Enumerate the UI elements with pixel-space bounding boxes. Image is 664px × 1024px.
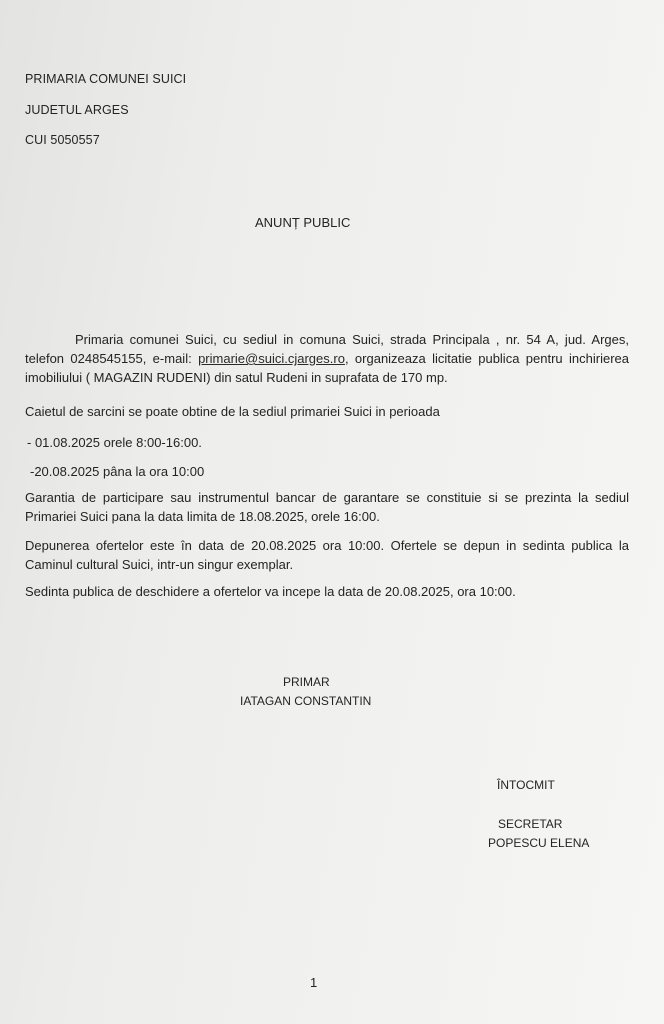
- header-institution: PRIMARIA COMUNEI SUICI: [25, 72, 187, 86]
- page-number: 1: [310, 975, 318, 990]
- paragraph-specifications: Caietul de sarcini se poate obtine de la sediul primariei Suici in perioada: [25, 404, 440, 419]
- prepared-by-label: ÎNTOCMIT: [497, 778, 555, 792]
- email-link[interactable]: primarie@suici.cjarges.ro: [198, 351, 345, 366]
- paragraph-opening-session: Sedinta publica de deschidere a ofertelor va incepe la data de 20.08.2025, ora 10:00.: [25, 584, 516, 599]
- paragraph-announcement-text-2: , organizeaza licitatie publica pentru inchirierea imobiliului ( MAGAZIN RUDENI) din satul Rudeni in suprafata de 170 mp.: [25, 351, 630, 385]
- secretary-name: POPESCU ELENA: [488, 836, 590, 850]
- mayor-name: IATAGAN CONSTANTIN: [240, 694, 372, 708]
- period-end-line: -20.08.2025 pâna la ora 10:00: [30, 464, 205, 479]
- header-county: JUDETUL ARGES: [25, 103, 129, 117]
- header-cui: CUI 5050557: [25, 133, 100, 147]
- paragraph-announcement-text-1: Primaria comunei Suici, cu sediul in comuna Suici, strada Principala , nr. 54 A, jud. Arges, telefon 0248545155, e-mail:: [25, 332, 629, 366]
- period-start-line: - 01.08.2025 orele 8:00-16:00.: [27, 435, 202, 450]
- paragraph-guarantee: Garantia de participare sau instrumentul bancar de garantare se constituie si se prezinta la sediul Primariei Suici pana la data limita de 18.08.2025, orele 16:00.: [25, 490, 629, 524]
- secretary-role: SECRETAR: [498, 817, 563, 831]
- document-title: ANUNȚ PUBLIC: [255, 215, 351, 230]
- mayor-role: PRIMAR: [283, 675, 330, 689]
- paragraph-announcement: [25, 330, 629, 387]
- paragraph-submission: Depunerea ofertelor este în data de 20.08.2025 ora 10:00. Ofertele se depun in sedinta publica la Caminul cultural Suici, intr-un singur exemplar.: [25, 538, 629, 572]
